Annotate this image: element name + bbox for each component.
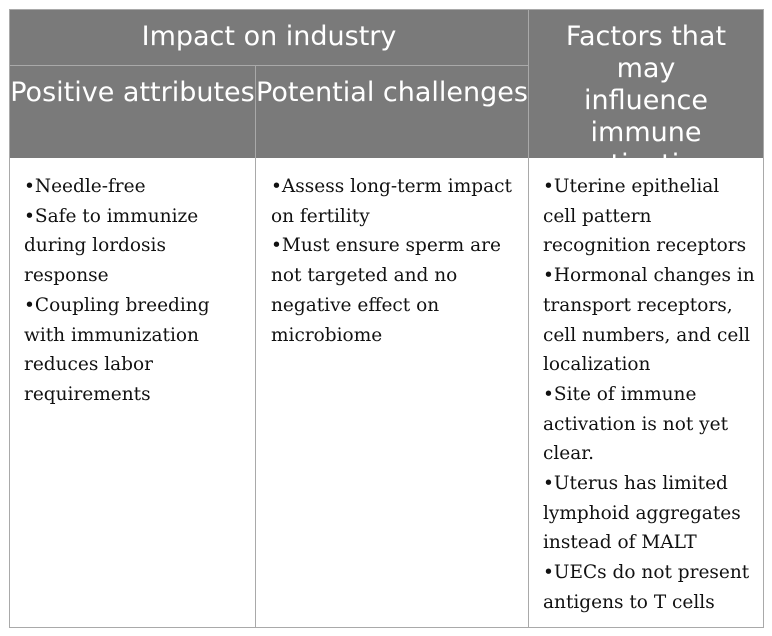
bullet-icon: • bbox=[543, 265, 554, 287]
header-factors-immune-activation bbox=[529, 10, 763, 180]
bullet-icon: • bbox=[24, 294, 35, 316]
list-item bbox=[24, 172, 249, 202]
positive-attributes-cell bbox=[10, 158, 256, 627]
bullet-icon: • bbox=[24, 205, 35, 227]
list-item-text: UECs do not present antigens to T cells bbox=[543, 562, 750, 613]
list-item bbox=[271, 172, 520, 231]
list-item-text: Site of immune activation is not yet clear. bbox=[543, 383, 728, 465]
list-item-text: Uterine epithelial cell pattern recognition receptors bbox=[543, 176, 747, 257]
list-item bbox=[271, 231, 520, 350]
list-item-text: Safe to immunize during lordosis response bbox=[24, 205, 199, 287]
bullet-icon: • bbox=[24, 176, 35, 197]
list-item bbox=[543, 261, 757, 380]
list-item-text: Coupling breeding with immunization reduces labor requirements bbox=[24, 294, 210, 405]
list-item-text: Must ensure sperm are not targeted and no negative effect on microbiome bbox=[271, 235, 501, 346]
list-item bbox=[543, 558, 757, 617]
header-positive-attributes: Positive attributes bbox=[10, 66, 256, 158]
bullet-icon: • bbox=[271, 176, 282, 197]
potential-challenges-cell bbox=[256, 158, 529, 627]
header-factors-line: influence bbox=[584, 85, 708, 116]
header-factors-line: activation bbox=[579, 149, 713, 180]
header-factors-line: immune bbox=[590, 117, 702, 148]
bullet-icon: • bbox=[271, 235, 282, 257]
list-item bbox=[24, 291, 249, 410]
list-item bbox=[543, 172, 757, 261]
list-item bbox=[24, 202, 249, 291]
header-factors-line: Factors that may bbox=[565, 21, 727, 84]
bullet-icon: • bbox=[543, 176, 554, 197]
list-item-text: Uterus has limited lymphoid aggregates instead of MALT bbox=[543, 473, 741, 554]
comparison-table bbox=[9, 9, 764, 628]
list-item bbox=[543, 380, 757, 469]
bullet-icon: • bbox=[543, 383, 554, 405]
list-item-text: Needle-free bbox=[34, 176, 146, 197]
list-item bbox=[543, 469, 757, 558]
list-item-text: Assess long-term impact on fertility bbox=[271, 176, 512, 227]
bullet-icon: • bbox=[543, 473, 554, 495]
immune-factors-cell bbox=[529, 158, 763, 627]
header-potential-challenges: Potential challenges bbox=[256, 66, 529, 158]
bullet-icon: • bbox=[543, 562, 554, 584]
list-item-text: Hormonal changes in transport receptors, cell numbers, and cell localization bbox=[543, 265, 755, 376]
header-impact-on-industry: Impact on industry bbox=[10, 10, 529, 66]
